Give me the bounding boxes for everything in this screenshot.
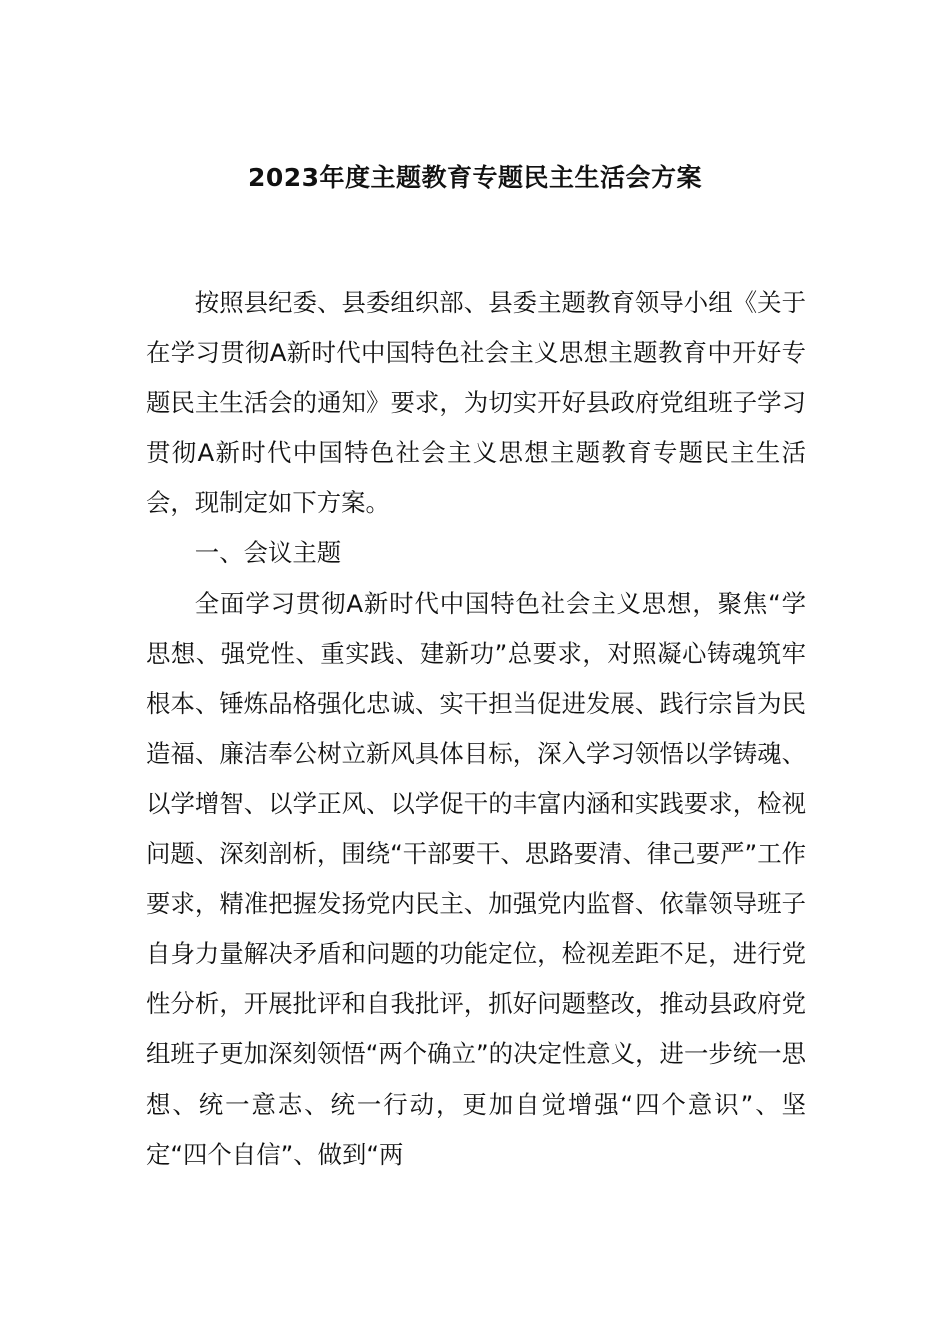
paragraph-meeting-theme: 全面学习贯彻A新时代中国特色社会主义思想，聚焦“学思想、强党性、重实践、建新功”总要求，对照凝心铸魂筑牢根本、锤炼品格强化忠诚、实干担当促进发展、践行宗旨为民造福、廉洁奉公树立新风具体目标，深入学习领悟以学铸魂、以学增智、以学正风、以学促干的丰富内涵和实践要求，检视问题、深刻剖析，围绕“干部要干、思路要清、律己要严”工作要求，精准把握发扬党内民主、加强党内监督、依靠领导班子自身力量解决矛盾和问题的功能定位，检视差距不足，进行党性分析，开展批评和自我批评，抓好问题整改，推动县政府党组班子更加深刻领悟“两个确立”的决定性意义，进一步统一思想、统一意志、统一行动，更加自觉增强“四个意识”、坚定“四个自信”、做到“两 bbox=[146, 588, 806, 1169]
document-title: 2023年度主题教育专题民主生活会方案 bbox=[247, 163, 703, 192]
paragraph-intro: 按照县纪委、县委组织部、县委主题教育领导小组《关于在学习贯彻A新时代中国特色社会主义思想主题教育中开好专题民主生活会的通知》要求，为切实开好县政府党组班子学习贯彻A新时代中国特色社会主义思想主题教育专题民主生活会，现制定如下方案。 bbox=[146, 288, 806, 518]
section-heading-meeting-theme: 一、会议主题 bbox=[194, 538, 342, 568]
document-body bbox=[146, 278, 806, 1180]
